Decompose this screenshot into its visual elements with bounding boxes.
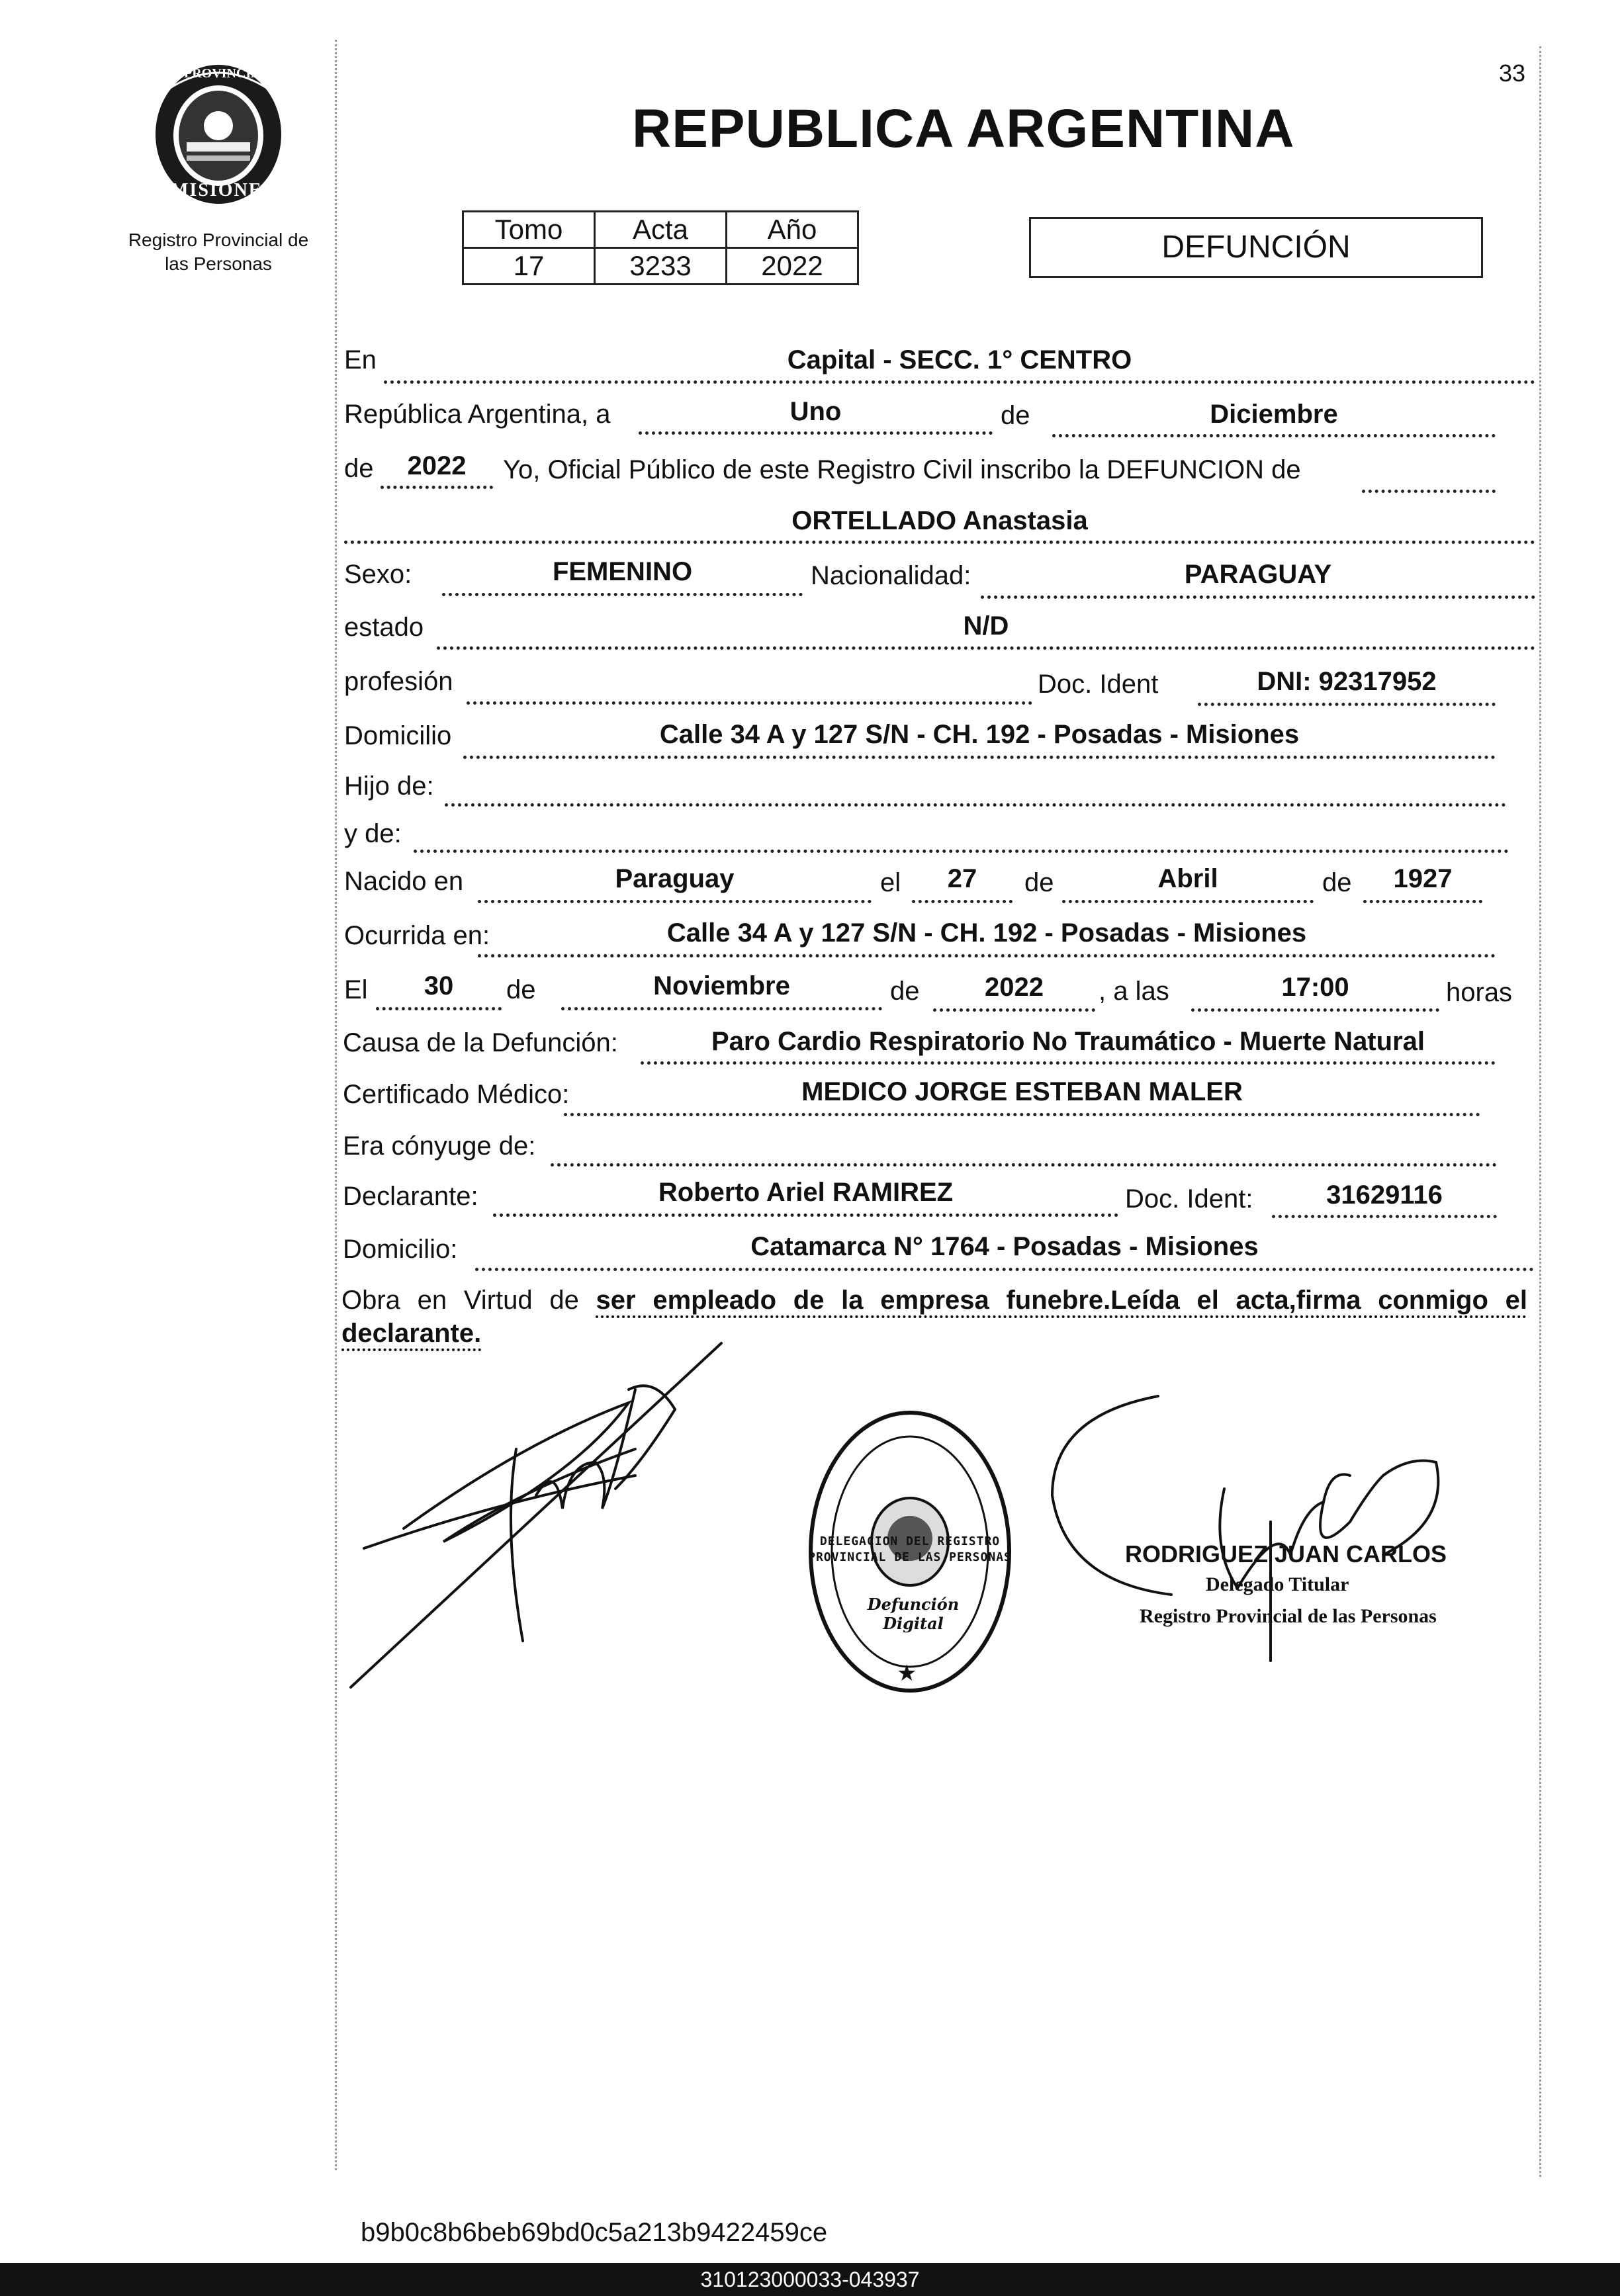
death-year: 2022 (985, 973, 1044, 1002)
causa-dotted-line (641, 1061, 1496, 1065)
domicilio-label: Domicilio (344, 721, 452, 750)
registry-name-line1: Registro Provincial de (128, 230, 309, 250)
death-year-dotted-line (933, 1008, 1095, 1012)
anio-value: 2022 (727, 248, 858, 285)
emblem-text-bottom: MISIONES (171, 180, 275, 200)
inscribo-dotted-line (1362, 490, 1496, 493)
sexo-label: Sexo: (344, 560, 412, 589)
hijo-label: Hijo de: (344, 772, 434, 801)
conyuge-dotted-line (551, 1163, 1497, 1167)
official-name: RODRIGUEZ JUAN CARLOS (1125, 1540, 1447, 1567)
death-day-dotted-line (376, 1007, 502, 1010)
nacionalidad-dotted-line (981, 596, 1535, 599)
domicilio2-label: Domicilio: (343, 1235, 458, 1264)
death-time: 17:00 (1281, 973, 1349, 1002)
acta-value: 3233 (595, 248, 727, 285)
year-dotted-line (381, 486, 493, 489)
day-dotted-line (639, 431, 993, 435)
certificado-value: MEDICO JORGE ESTEBAN MALER (801, 1077, 1243, 1106)
hijo-dotted-line (445, 803, 1506, 807)
birth-day-dotted-line (912, 900, 1012, 903)
birth-day: 27 (947, 864, 977, 893)
de-label-6: de (890, 977, 920, 1006)
declarante-value: Roberto Ariel RAMIREZ (658, 1178, 954, 1207)
official-office: Registro Provincial de las Personas (1140, 1605, 1437, 1627)
en-dotted-line (384, 380, 1535, 384)
reference-table (462, 210, 859, 285)
sexo-value: FEMENINO (552, 557, 693, 586)
de-label-5: de (506, 975, 536, 1004)
nacionalidad-value: PARAGUAY (1184, 560, 1332, 589)
declarante-label: Declarante: (343, 1182, 478, 1211)
en-value: Capital - SECC. 1° CENTRO (787, 345, 1132, 375)
certificado-dotted-line (564, 1113, 1480, 1116)
barcode-text: 310123000033-043937 (700, 2268, 920, 2291)
birth-month-dotted-line (1062, 900, 1314, 903)
doc-ident-label: Doc. Ident (1038, 670, 1159, 699)
doc-ident2-dotted-line (1272, 1215, 1497, 1218)
estado-value: N/D (963, 611, 1009, 640)
sexo-dotted-line (442, 593, 803, 596)
document-hash: b9b0c8b6beb69bd0c5a213b9422459ce (361, 2218, 828, 2247)
estado-dotted-line (437, 646, 1535, 650)
causa-label: Causa de la Defunción: (343, 1028, 618, 1057)
svg-text:★: ★ (897, 1660, 917, 1687)
el-cap-label: El (344, 975, 368, 1004)
de-label-3: de (1024, 868, 1054, 897)
yde-label: y de: (344, 819, 402, 848)
acta-header: Acta (595, 212, 727, 248)
emblem-text-top: PROVINCIA DE (184, 66, 282, 81)
birth-year-dotted-line (1363, 900, 1482, 903)
doc-ident-dotted-line (1198, 703, 1496, 706)
domicilio2-value: Catamarca N° 1764 - Posadas - Misiones (750, 1232, 1259, 1261)
inscribo-text: Yo, Oficial Público de este Registro Civil inscribo la DEFUNCION de (503, 455, 1301, 484)
ocurrida-label: Ocurrida en: (344, 921, 490, 950)
nacido-label: Nacido en (344, 867, 464, 896)
en-label: En (344, 345, 377, 375)
tomo-value: 17 (463, 248, 595, 285)
horas-label: horas (1446, 978, 1513, 1007)
de-label-2: de (344, 454, 374, 483)
official-role: Delegado Titular (1206, 1573, 1349, 1595)
stamp-inner-text: Defunción Digital (867, 1595, 960, 1633)
death-month-dotted-line (561, 1007, 882, 1010)
domicilio2-dotted-line (475, 1268, 1534, 1271)
nacionalidad-label: Nacionalidad: (811, 561, 971, 590)
declarant-signature (324, 1330, 735, 1700)
death-time-dotted-line (1191, 1008, 1439, 1012)
year-value: 2022 (407, 451, 467, 480)
conyuge-label: Era cónyuge de: (343, 1131, 536, 1161)
doc-ident-value: DNI: 92317952 (1257, 667, 1437, 696)
republica-label: República Argentina, a (344, 400, 611, 429)
death-day: 30 (424, 971, 454, 1000)
left-margin-line (335, 40, 337, 2170)
de-label-1: de (1001, 401, 1030, 430)
doc-ident2-label: Doc. Ident: (1125, 1184, 1253, 1214)
day-value: Uno (789, 397, 842, 426)
deceased-name: ORTELLADO Anastasia (791, 506, 1088, 535)
anio-header: Año (727, 212, 858, 248)
page-title: REPUBLICA ARGENTINA (632, 99, 1295, 159)
obra-value: ser empleado de la empresa funebre.Leída el acta,firma conmigo el declarante. (341, 1286, 1527, 1348)
nacido-value: Paraguay (615, 864, 735, 893)
death-month: Noviembre (653, 971, 790, 1000)
domicilio-dotted-line (463, 756, 1496, 759)
page-number: 33 (1499, 60, 1526, 87)
registry-name (112, 228, 324, 276)
ocurrida-dotted-line (478, 954, 1496, 957)
el-label: el (880, 868, 901, 897)
birth-year: 1927 (1393, 864, 1453, 893)
declarante-dotted-line (493, 1214, 1118, 1217)
month-dotted-line (1052, 434, 1496, 437)
birth-month: Abril (1157, 864, 1218, 893)
tomo-header: Tomo (463, 212, 595, 248)
yde-dotted-line (414, 850, 1509, 853)
profesion-dotted-line (467, 701, 1032, 705)
obra-label: Obra en Virtud de (341, 1286, 579, 1315)
estado-label: estado (344, 613, 424, 642)
causa-value: Paro Cardio Respiratorio No Traumático - Muerte Natural (711, 1027, 1425, 1056)
alas-label: , a las (1099, 977, 1169, 1006)
document-type-box: DEFUNCIÓN (1029, 217, 1483, 278)
stamp-outer-text: DELEGACION DEL REGISTRO PROVINCIAL DE LAS PERSONAS (808, 1534, 1012, 1564)
de-label-4: de (1322, 868, 1352, 897)
right-margin-line (1539, 46, 1541, 2177)
doc-ident2-value: 31629116 (1326, 1180, 1443, 1210)
name-dotted-line (344, 541, 1535, 544)
nacido-dotted-line (478, 900, 872, 903)
ocurrida-value: Calle 34 A y 127 S/N - CH. 192 - Posadas - Misiones (666, 918, 1307, 948)
registry-name-line2: las Personas (165, 253, 272, 274)
domicilio-value: Calle 34 A y 127 S/N - CH. 192 - Posadas - Misiones (659, 720, 1300, 749)
month-value: Diciembre (1210, 400, 1338, 429)
certificado-label: Certificado Médico: (343, 1080, 570, 1109)
profesion-label: profesión (344, 667, 453, 696)
